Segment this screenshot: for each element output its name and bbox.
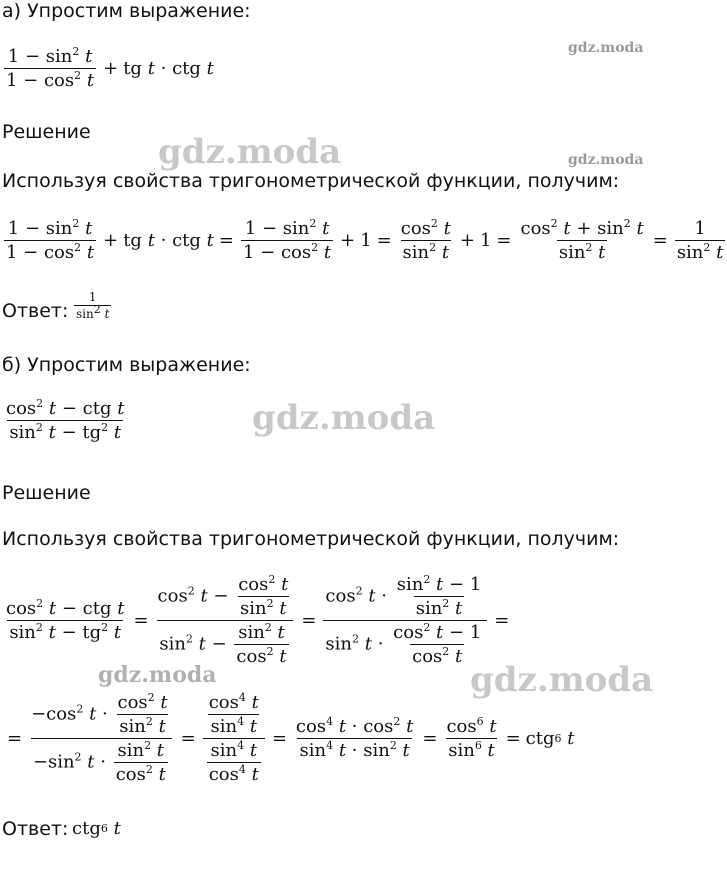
part-b-intro: Используя свойства тригонометрической функции, получим: <box>2 528 620 550</box>
part-a-answer-label: Ответ: <box>2 300 69 322</box>
watermark: gdz.moda <box>98 662 217 688</box>
part-a-expression: $\frac{1 - \sin^2 t}{1 - \cos^2 t}$ + tg t · ctg t <box>6 45 214 91</box>
watermark: gdz.moda <box>158 132 342 172</box>
part-a-intro: Используя свойства тригонометрической функции, получим: <box>2 170 620 192</box>
part-b-derivation-line1: $\frac{\cos^2 t - ctg t}{\sin^2 t - tg^2 t}$ = $\cos^2 t$ − $\frac{\cos^2 t}{\sin^2 t}$ $\sin^2 t$ − $\frac{\sin^2 t}{\cos^2 t}$ = $\cos^2 t$ · $\frac{\sin^2 t - 1}{\sin^2 t}$ $\sin^2 t$ · $\frac{\cos^2 t - 1}{\cos^2 t}$ = <box>6 573 510 667</box>
part-b-expression: $\frac{\cos^2 t - ctg t}{\sin^2 t - tg^2 t}$ <box>6 397 125 443</box>
part-b-answer-label: Ответ: <box>2 818 69 840</box>
part-a-title: а) Упростим выражение: <box>2 0 251 22</box>
part-b-derivation-line2: = $-\cos^2$ t · $\frac{\cos^2 t}{\sin^2 t}$ $-\sin^2$ t · $\frac{\sin^2 t}{\cos^2 t}$ = $\frac{\frac{\cos^4 t}{\sin^4 t}}{\frac{\sin^4 t}{\cos^4 t}}$ = $\frac{\cos^4 t \cdot \cos^2 t}{\sin^4 t \cdot \sin^2 t}$ = $\frac{\cos^6 t}{\sin^6 t}$ = ctg 6 t <box>7 691 575 785</box>
watermark: gdz.moda <box>470 660 654 700</box>
part-b-title: б) Упростим выражение: <box>2 354 251 376</box>
part-a-derivation: $\frac{1 - \sin^2 t}{1 - \cos^2 t}$ + tg t · ctg t = $\frac{1 - \sin^2 t}{1 - \cos^2 t}$ + 1 = $\frac{\cos^2 t}{\sin^2 t}$ + 1 = $\frac{\cos^2 t + \sin^2 t}{\sin^2 t}$ = $\frac{1}{\sin^2 t}$ <box>6 217 724 263</box>
watermark: gdz.moda <box>252 398 436 438</box>
watermark: gdz.moda <box>568 40 644 56</box>
part-b-answer: ctg 6 t <box>72 818 121 839</box>
part-a-answer: $\frac{1}{\sin^2 t}$ <box>76 290 110 321</box>
watermark: gdz.moda <box>568 152 644 168</box>
part-a-solution-label: Решение <box>2 121 91 143</box>
part-b-solution-label: Решение <box>2 482 91 504</box>
